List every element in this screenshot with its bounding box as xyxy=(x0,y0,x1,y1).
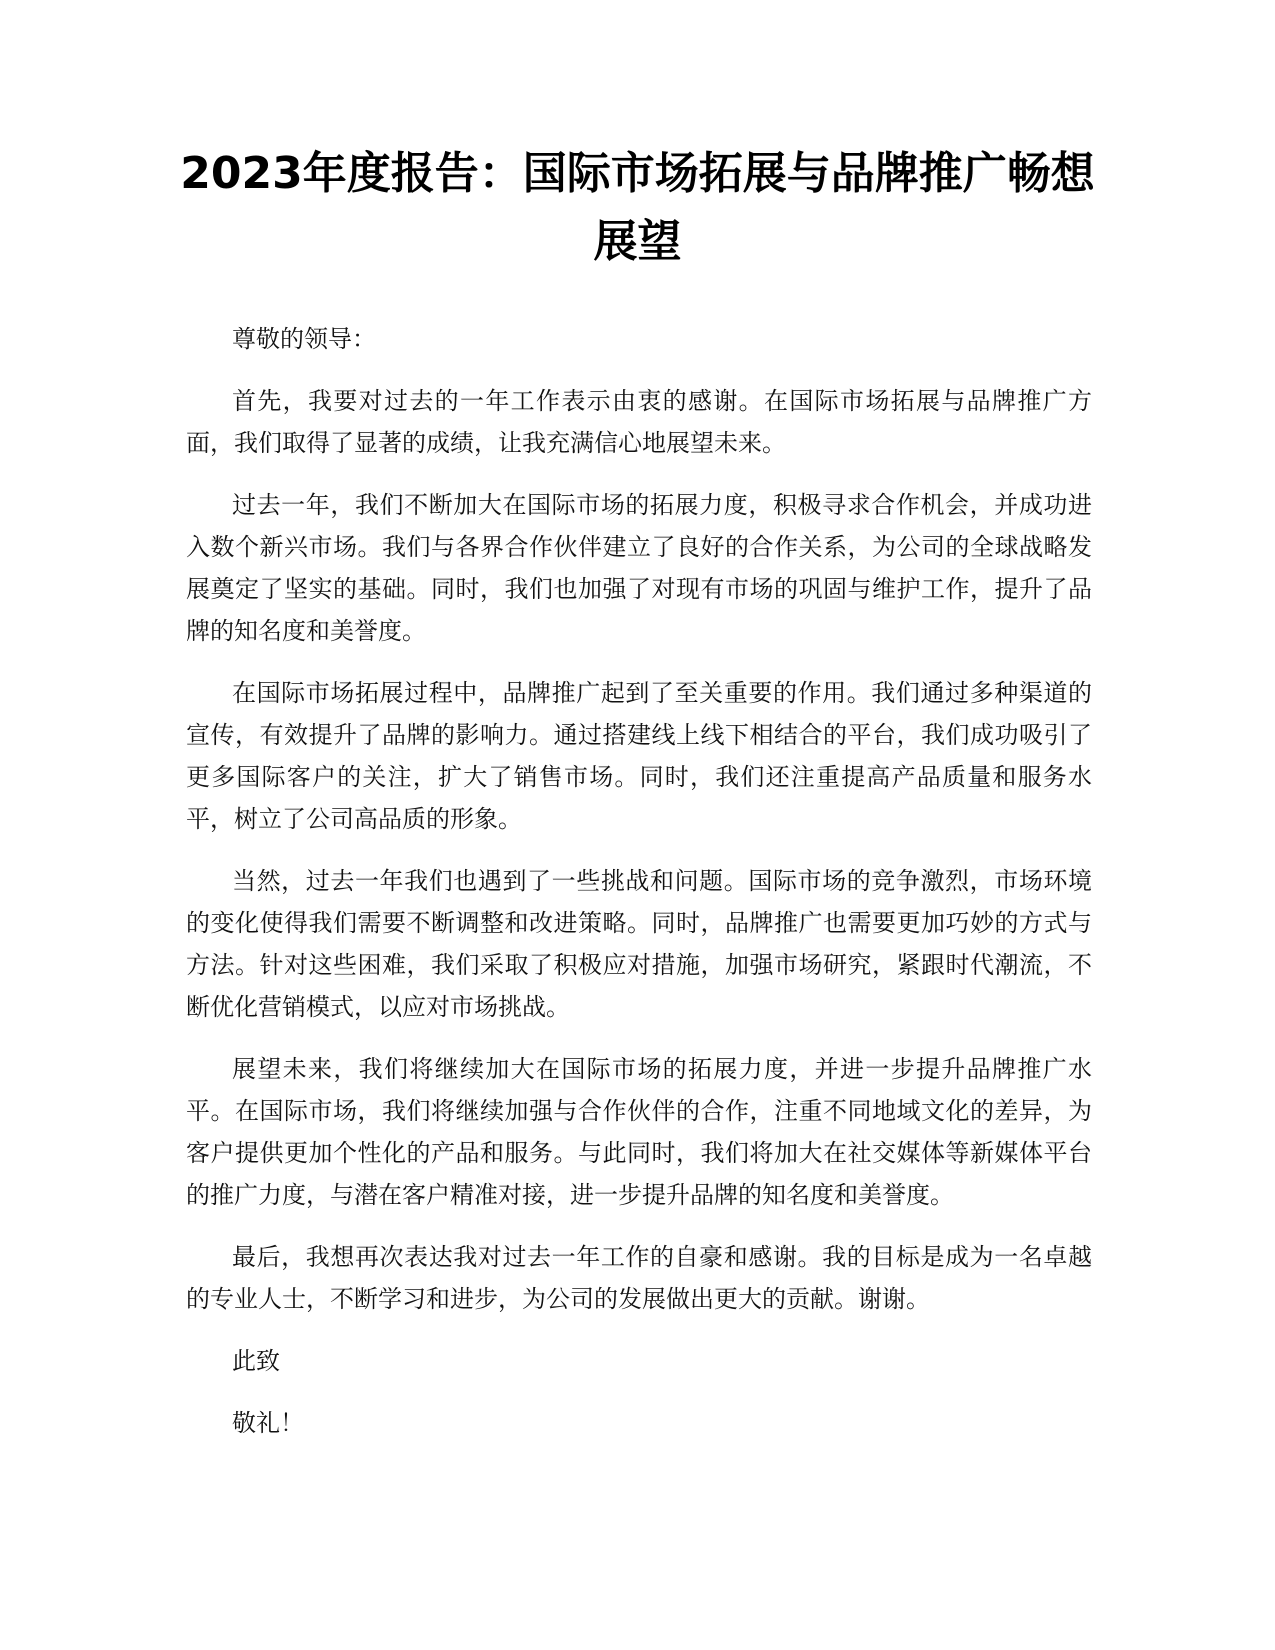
document-title: 2023年度报告：国际市场拓展与品牌推广畅想展望 xyxy=(180,148,1095,267)
document-body xyxy=(186,318,1092,1464)
paragraph: 当然，过去一年我们也遇到了一些挑战和问题。国际市场的竞争激烈，市场环境的变化使得我们需要不断调整和改进策略。同时，品牌推广也需要更加巧妙的方式与方法。针对这些困难，我们采取了积极应对措施，加强市场研究，紧跟时代潮流，不断优化营销模式，以应对市场挑战。 xyxy=(186,867,1092,1021)
paragraph: 首先，我要对过去的一年工作表示由衷的感谢。在国际市场拓展与品牌推广方面，我们取得了显著的成绩，让我充满信心地展望未来。 xyxy=(186,387,1092,457)
closing-line: 此致 xyxy=(232,1347,280,1375)
closing-salute: 敬礼！ xyxy=(232,1409,304,1437)
paragraph: 展望未来，我们将继续加大在国际市场的拓展力度，并进一步提升品牌推广水平。在国际市场，我们将继续加强与合作伙伴的合作，注重不同地域文化的差异，为客户提供更加个性化的产品和服务。与此同时，我们将加大在社交媒体等新媒体平台的推广力度，与潜在客户精准对接，进一步提升品牌的知名度和美誉度。 xyxy=(186,1055,1092,1209)
paragraph: 最后，我想再次表达我对过去一年工作的自豪和感谢。我的目标是成为一名卓越的专业人士，不断学习和进步，为公司的发展做出更大的贡献。谢谢。 xyxy=(186,1243,1092,1313)
paragraph: 在国际市场拓展过程中，品牌推广起到了至关重要的作用。我们通过多种渠道的宣传，有效提升了品牌的影响力。通过搭建线上线下相结合的平台，我们成功吸引了更多国际客户的关注，扩大了销售市场。同时，我们还注重提高产品质量和服务水平，树立了公司高品质的形象。 xyxy=(186,679,1092,833)
salutation: 尊敬的领导： xyxy=(232,325,376,353)
paragraph: 过去一年，我们不断加大在国际市场的拓展力度，积极寻求合作机会，并成功进入数个新兴市场。我们与各界合作伙伴建立了良好的合作关系，为公司的全球战略发展奠定了坚实的基础。同时，我们也加强了对现有市场的巩固与维护工作，提升了品牌的知名度和美誉度。 xyxy=(186,491,1092,645)
